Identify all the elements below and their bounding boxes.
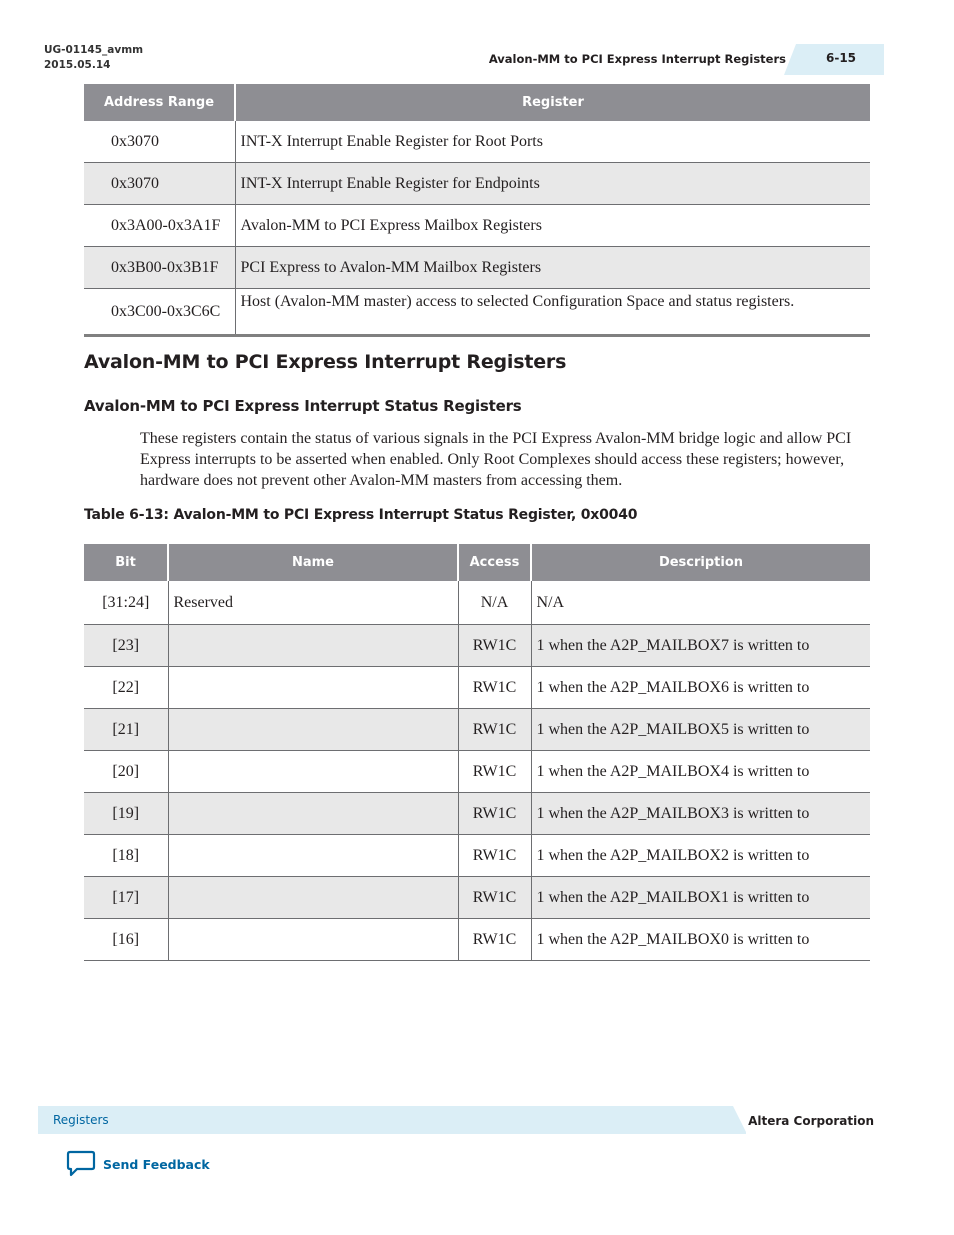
table-caption: Table 6-13: Avalon-MM to PCI Express Interrupt Status Register, 0x0040 — [84, 507, 638, 523]
address-cell: 0x3C00-0x3C6C — [84, 289, 235, 336]
send-feedback-link[interactable] — [66, 1150, 210, 1178]
doc-id: UG-01145_avmm — [44, 44, 144, 56]
register-cell: INT-X Interrupt Enable Register for Endpoints — [235, 163, 870, 205]
bit-cell: [21] — [84, 709, 168, 751]
bit-cell: [19] — [84, 793, 168, 835]
description-cell: 1 when the A2P_MAILBOX7 is written to — [531, 625, 870, 667]
table-row — [84, 877, 870, 919]
name-cell — [168, 919, 458, 961]
register-address-table — [84, 84, 870, 337]
column-header-register: Register — [235, 84, 870, 121]
access-cell: RW1C — [458, 751, 531, 793]
address-cell: 0x3A00-0x3A1F — [84, 205, 235, 247]
page-number-tab — [796, 44, 884, 75]
description-cell: N/A — [531, 581, 870, 625]
access-cell: RW1C — [458, 709, 531, 751]
running-header-title: Avalon-MM to PCI Express Interrupt Registers — [488, 52, 786, 66]
bit-cell: [16] — [84, 919, 168, 961]
bit-cell: [22] — [84, 667, 168, 709]
table-row — [84, 625, 870, 667]
document-id-block — [44, 43, 143, 73]
address-cell: 0x3070 — [84, 163, 235, 205]
name-cell — [168, 667, 458, 709]
subsection-heading: Avalon-MM to PCI Express Interrupt Status Registers — [84, 397, 522, 415]
description-cell: 1 when the A2P_MAILBOX3 is written to — [531, 793, 870, 835]
access-cell: RW1C — [458, 625, 531, 667]
table-row — [84, 581, 870, 625]
table-row — [84, 289, 870, 336]
address-cell: 0x3B00-0x3B1F — [84, 247, 235, 289]
access-cell: RW1C — [458, 793, 531, 835]
bit-cell: [20] — [84, 751, 168, 793]
register-cell: PCI Express to Avalon-MM Mailbox Registers — [235, 247, 870, 289]
bit-cell: [17] — [84, 877, 168, 919]
bit-cell: [31:24] — [84, 581, 168, 625]
description-cell: 1 when the A2P_MAILBOX2 is written to — [531, 835, 870, 877]
description-cell: 1 when the A2P_MAILBOX1 is written to — [531, 877, 870, 919]
register-cell: Host (Avalon-MM master) access to selected Configuration Space and status registers. — [235, 289, 870, 336]
name-cell — [168, 709, 458, 751]
speech-bubble-icon — [66, 1150, 96, 1178]
page-number: 6-15 — [826, 51, 857, 65]
table-row — [84, 709, 870, 751]
table-row — [84, 205, 870, 247]
name-cell: Reserved — [168, 581, 458, 625]
register-cell: Avalon-MM to PCI Express Mailbox Registers — [235, 205, 870, 247]
name-cell — [168, 877, 458, 919]
table-row — [84, 835, 870, 877]
column-header-description: Description — [531, 544, 870, 581]
bit-cell: [18] — [84, 835, 168, 877]
table-row — [84, 163, 870, 205]
column-header-name: Name — [168, 544, 458, 581]
column-header-address: Address Range — [84, 84, 235, 121]
access-cell: RW1C — [458, 877, 531, 919]
footer-company: Altera Corporation — [748, 1114, 874, 1128]
name-cell — [168, 625, 458, 667]
bit-cell: [23] — [84, 625, 168, 667]
description-cell: 1 when the A2P_MAILBOX4 is written to — [531, 751, 870, 793]
table-row — [84, 667, 870, 709]
footer-band — [38, 1106, 746, 1134]
access-cell: RW1C — [458, 919, 531, 961]
name-cell — [168, 751, 458, 793]
column-header-bit: Bit — [84, 544, 168, 581]
access-cell: N/A — [458, 581, 531, 625]
register-cell: INT-X Interrupt Enable Register for Root Ports — [235, 121, 870, 163]
table-row — [84, 247, 870, 289]
table-row — [84, 751, 870, 793]
description-cell: 1 when the A2P_MAILBOX0 is written to — [531, 919, 870, 961]
interrupt-status-register-table — [84, 544, 870, 961]
name-cell — [168, 835, 458, 877]
column-header-access: Access — [458, 544, 531, 581]
name-cell — [168, 793, 458, 835]
send-feedback-label: Send Feedback — [103, 1156, 210, 1172]
table-header-row — [84, 544, 870, 581]
address-cell: 0x3070 — [84, 121, 235, 163]
table-row — [84, 793, 870, 835]
description-cell: 1 when the A2P_MAILBOX5 is written to — [531, 709, 870, 751]
footer-chapter-link[interactable]: Registers — [53, 1113, 109, 1127]
description-cell: 1 when the A2P_MAILBOX6 is written to — [531, 667, 870, 709]
table-row — [84, 919, 870, 961]
table-row — [84, 121, 870, 163]
table-header-row — [84, 84, 870, 121]
section-heading: Avalon-MM to PCI Express Interrupt Registers — [84, 351, 567, 373]
access-cell: RW1C — [458, 835, 531, 877]
access-cell: RW1C — [458, 667, 531, 709]
doc-date: 2015.05.14 — [44, 59, 111, 71]
body-paragraph: These registers contain the status of various signals in the PCI Express Avalon-MM bridge logic and allow PCI Express interrupts to be asserted when enabled. Only Root Complexes should access these registers; however, hardware does not prevent other Avalon-MM masters from accessing them. — [140, 430, 852, 489]
